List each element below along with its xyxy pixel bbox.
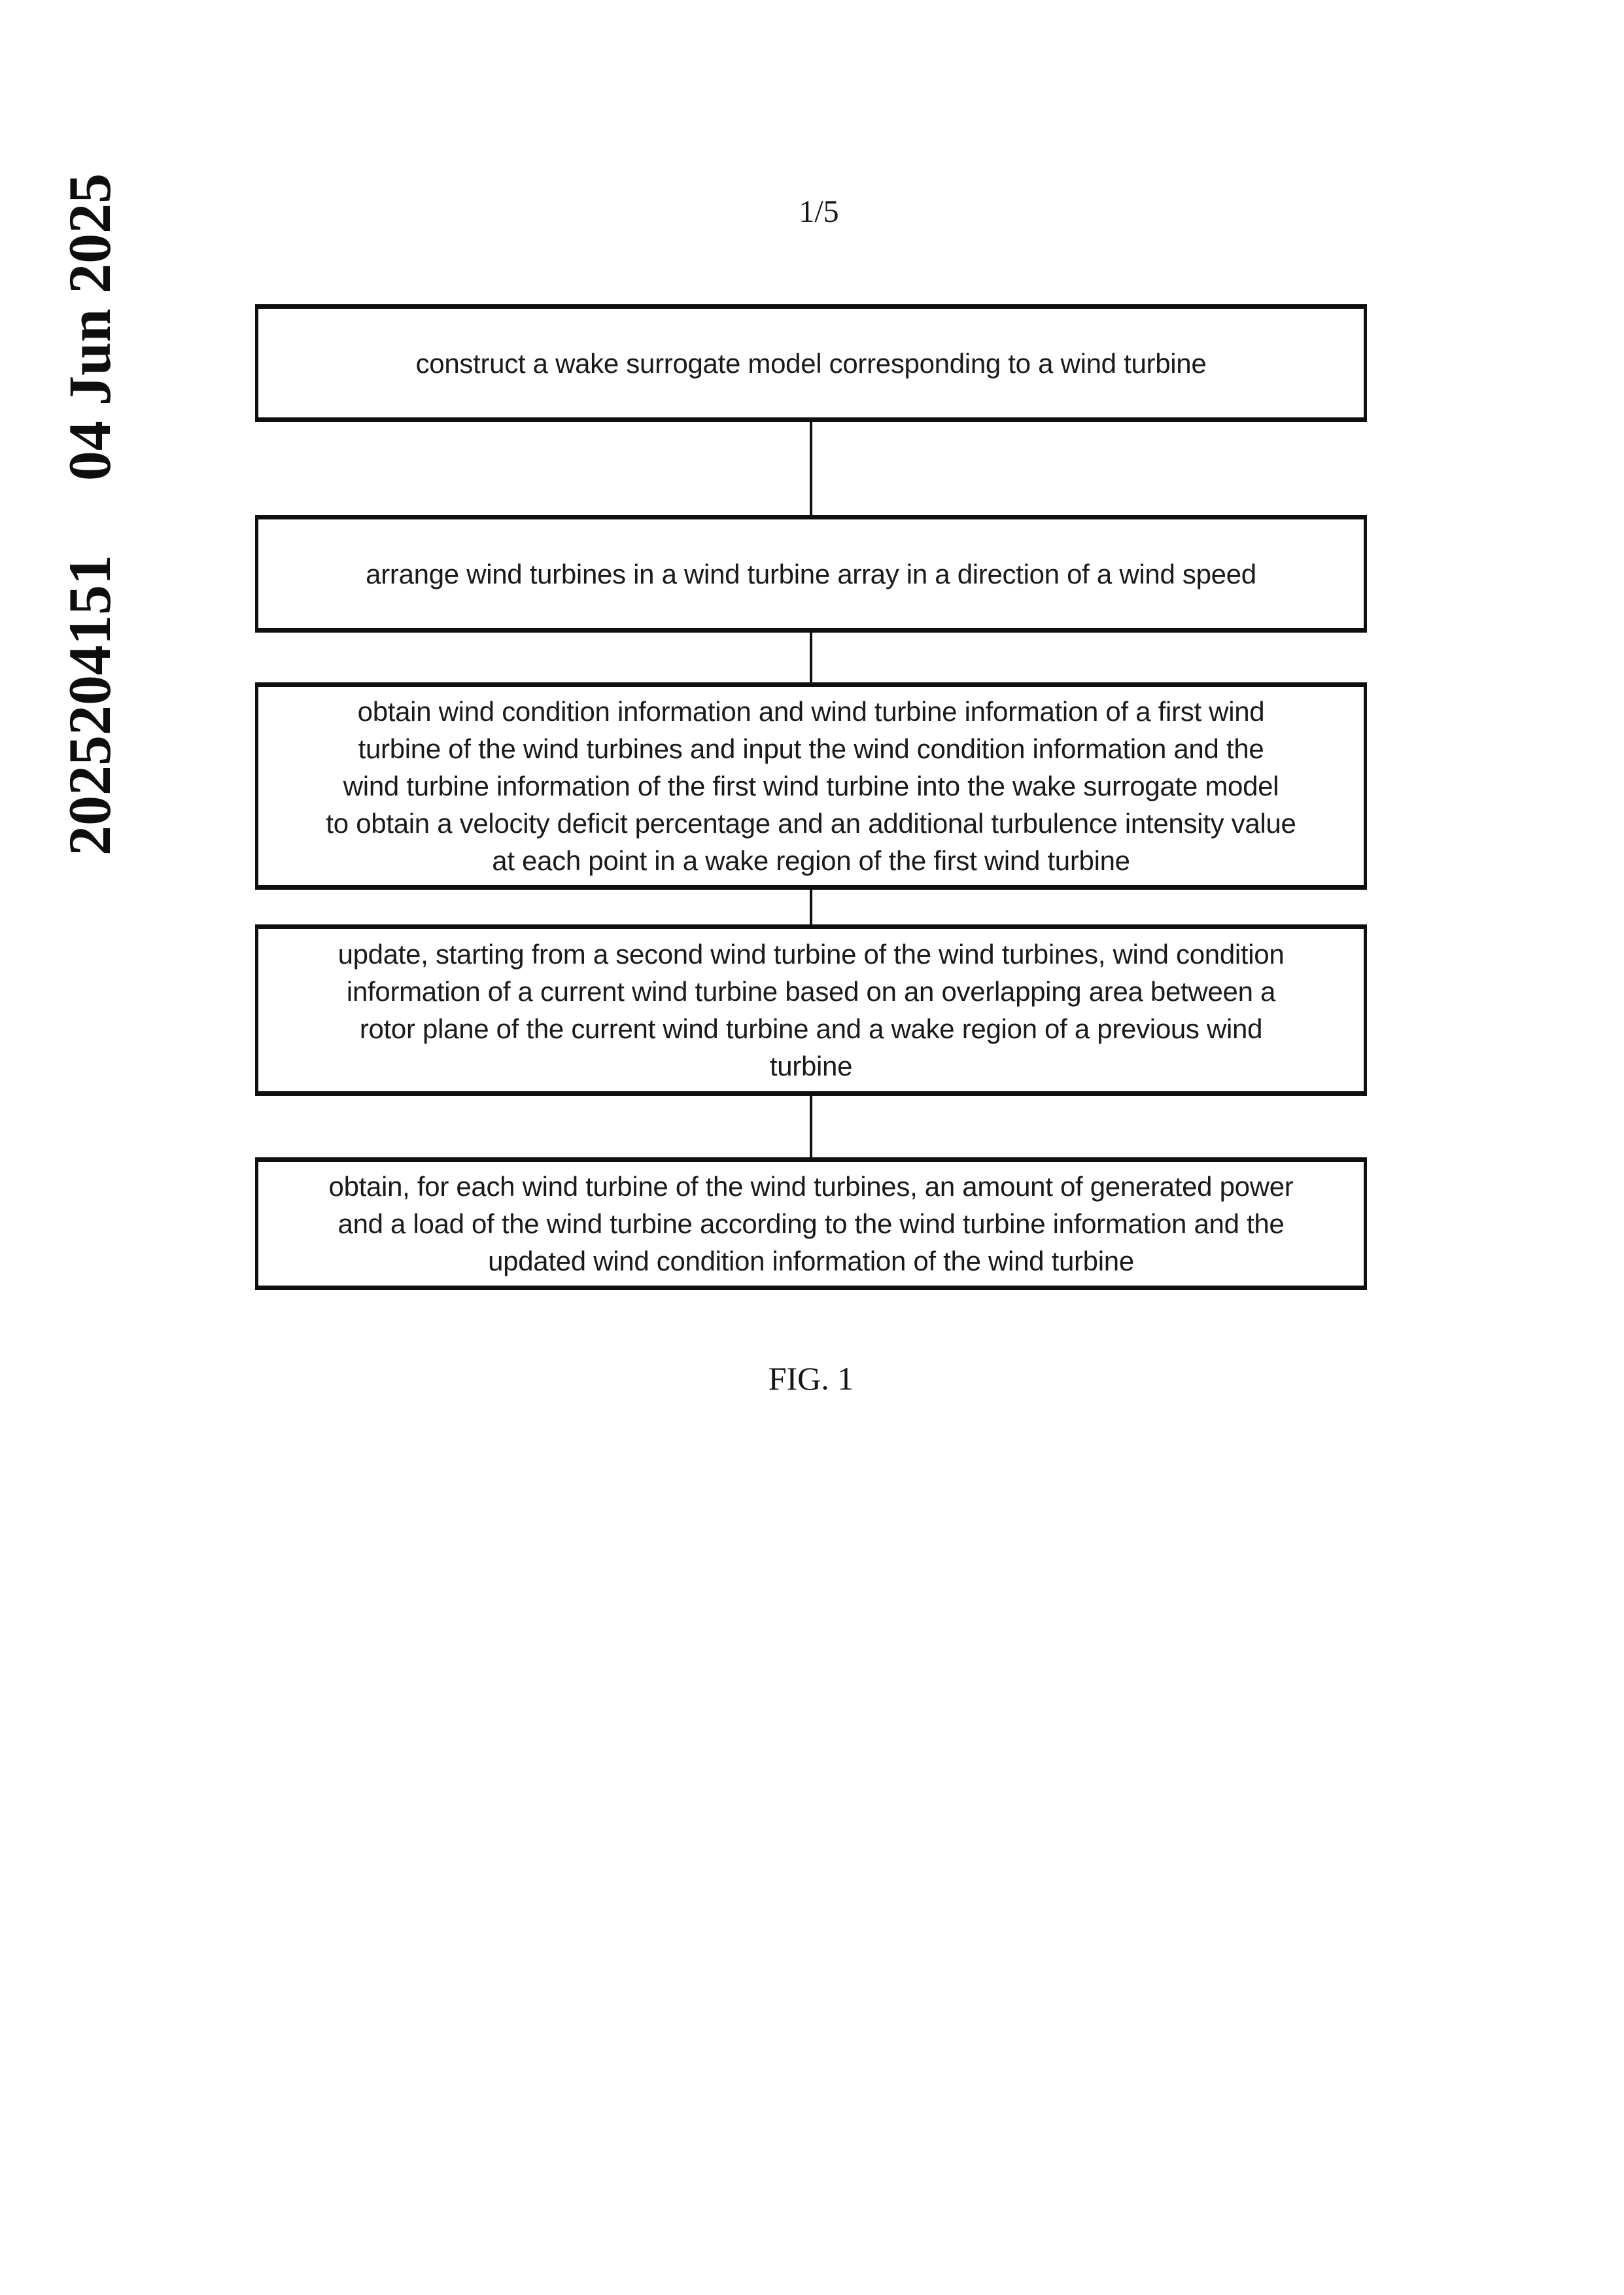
connector-line-3 (810, 890, 812, 924)
connector-line-4 (810, 1096, 812, 1157)
flow-box-text-line: arrange wind turbines in a wind turbine array in a direction of a wind speed (366, 558, 1256, 589)
figure-caption: FIG. 1 (768, 1360, 854, 1397)
flow-box-text-line: updated wind condition information of the wind turbine (488, 1246, 1134, 1276)
flow-box-text-line: wind turbine information of the first wind turbine into the wake surrogate model (343, 771, 1279, 801)
connector-line-1 (810, 422, 812, 515)
flow-box-text-line: turbine of the wind turbines and input the wind condition information and the (358, 733, 1264, 764)
flow-box-text-line: obtain, for each wind turbine of the wind turbines, an amount of generated power (328, 1171, 1294, 1202)
flow-box-text-line: turbine (769, 1051, 853, 1081)
flow-box-text-line: at each point in a wake region of the first wind turbine (492, 845, 1130, 876)
flow-box-text-line: to obtain a velocity deficit percentage and an additional turbulence intensity value (326, 808, 1296, 839)
flow-box-update-wind-condition (255, 924, 1367, 1096)
flow-box-text-line: information of a current wind turbine based on an overlapping area between a (346, 976, 1276, 1007)
flow-box-obtain-power-load (255, 1157, 1367, 1290)
sidebar-application-number: 2025204151 (56, 555, 123, 856)
sidebar-publication-date: 04 Jun 2025 (56, 173, 123, 482)
flow-box-obtain-wind-condition (255, 682, 1367, 890)
flow-box-text-line: update, starting from a second wind turbine of the wind turbines, wind condition (337, 939, 1285, 970)
flow-box-text-line: and a load of the wind turbine according to the wind turbine information and the (337, 1208, 1285, 1239)
connector-line-2 (810, 633, 812, 682)
flow-box-text-line: obtain wind condition information and wind turbine information of a first wind (357, 696, 1265, 727)
sheet-number: 1/5 (799, 194, 839, 229)
flow-box-construct-model (255, 304, 1367, 422)
flow-box-arrange-turbines (255, 515, 1367, 633)
flow-box-text-line: rotor plane of the current wind turbine and a wake region of a previous wind (359, 1013, 1263, 1044)
flow-box-text-line: construct a wake surrogate model corresponding to a wind turbine (415, 347, 1207, 379)
